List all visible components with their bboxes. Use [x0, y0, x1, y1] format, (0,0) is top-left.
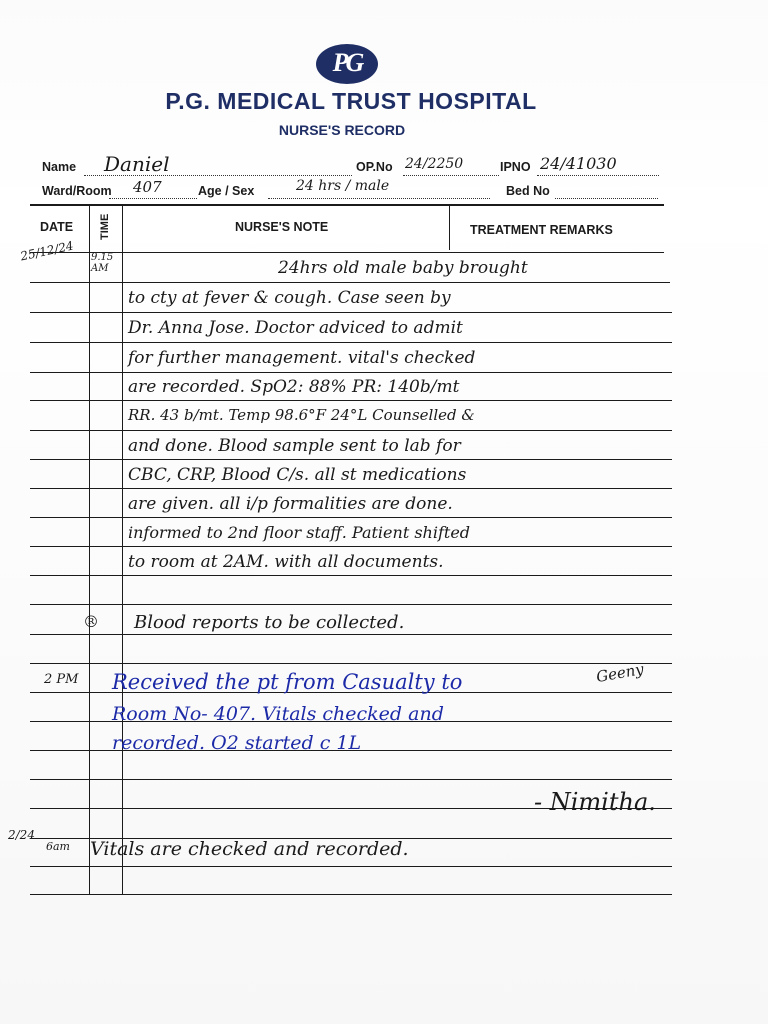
ruled-line [30, 459, 672, 460]
agesex-label: Age / Sex [198, 184, 255, 198]
ruled-line [30, 604, 672, 605]
entry1-line: Dr. Anna Jose. Doctor adviced to admit [128, 318, 463, 338]
ruled-line [30, 372, 672, 373]
entry1-line: and done. Blood sample sent to lab for [128, 436, 461, 456]
entry1-line: are recorded. SpO2: 88% PR: 140b/mt [128, 377, 460, 397]
ruled-line [30, 779, 672, 780]
entry2-signature: - Nimitha. [534, 788, 656, 816]
entry3-date: 2/24 [8, 828, 35, 842]
entry1-line: to room at 2AM. with all documents. [128, 552, 444, 572]
entry1-line: CBC, CRP, Blood C/s. all st medications [128, 465, 467, 485]
time-column-divider [122, 204, 123, 894]
ruled-line [30, 546, 672, 547]
ruled-line [30, 312, 672, 313]
ruled-line [30, 282, 670, 283]
op-dotted-line [403, 174, 499, 176]
table-header-rule [30, 252, 664, 253]
ip-dotted-line [537, 174, 659, 176]
entry2-time: 2 PM [44, 672, 79, 687]
entry1-line: 24hrs old male baby brought [278, 258, 528, 278]
agesex-value: 24 hrs / male [296, 178, 390, 194]
name-value: Daniel [104, 152, 170, 176]
entry2-line: Room No- 407. Vitals checked and [112, 703, 444, 725]
entry3-time: 6am [46, 840, 70, 853]
hospital-name: P.G. MEDICAL TRUST HOSPITAL [165, 88, 537, 114]
hospital-logo [316, 44, 378, 84]
entry1-date: 25/12/24 [19, 238, 75, 264]
bed-label: Bed No [506, 184, 550, 198]
entry2-line: recorded. O2 started c 1L [112, 732, 362, 754]
ruled-line [30, 488, 672, 489]
entry1-signature: Geeny [594, 659, 646, 687]
ruled-line [30, 342, 672, 343]
ruled-line [30, 866, 672, 867]
logo-monogram: PG [332, 48, 362, 77]
entry1-note: Blood reports to be collected. [134, 612, 405, 633]
ruled-line [30, 575, 672, 576]
remarks-column-divider [449, 204, 450, 250]
entry3-line: Vitals are checked and recorded. [90, 838, 409, 860]
op-value: 24/2250 [405, 156, 464, 172]
ward-value: 407 [133, 178, 162, 196]
entry2-line: Received the pt from Casualty to [112, 670, 463, 694]
ruled-line [30, 894, 672, 895]
op-label: OP.No [356, 160, 393, 174]
ruled-line [30, 517, 672, 518]
circled-r-mark: ® [83, 612, 99, 631]
name-label: Name [42, 160, 77, 174]
entry1-time: 9.15 AM [91, 252, 114, 274]
date-column-header: DATE [40, 220, 74, 234]
ip-value: 24/41030 [540, 154, 617, 173]
note-column-header: NURSE'S NOTE [235, 220, 329, 234]
ruled-line [30, 634, 672, 635]
ruled-line [30, 663, 672, 664]
table-top-rule [30, 204, 664, 206]
ip-label: IPNO [500, 160, 531, 174]
record-title: NURSE'S RECORD [278, 122, 406, 138]
agesex-dotted-line [268, 197, 490, 199]
entry1-line: to cty at fever & cough. Case seen by [128, 288, 451, 308]
entry1-line: are given. all i/p formalities are done. [128, 494, 453, 514]
ward-label: Ward/Room [42, 184, 112, 198]
entry1-line: for further management. vital's checked [128, 348, 476, 368]
bed-dotted-line [555, 197, 658, 199]
entry1-line: RR. 43 b/mt. Temp 98.6°F 24°L Counselled & [128, 406, 475, 424]
time-column-header: TIME [99, 213, 111, 240]
ruled-line [30, 430, 672, 431]
ruled-line [30, 400, 672, 401]
ward-dotted-line [109, 197, 197, 199]
date-column-divider [89, 204, 90, 894]
remarks-column-header: TREATMENT REMARKS [470, 223, 613, 237]
entry1-line: informed to 2nd floor staff. Patient shifted [128, 523, 471, 542]
